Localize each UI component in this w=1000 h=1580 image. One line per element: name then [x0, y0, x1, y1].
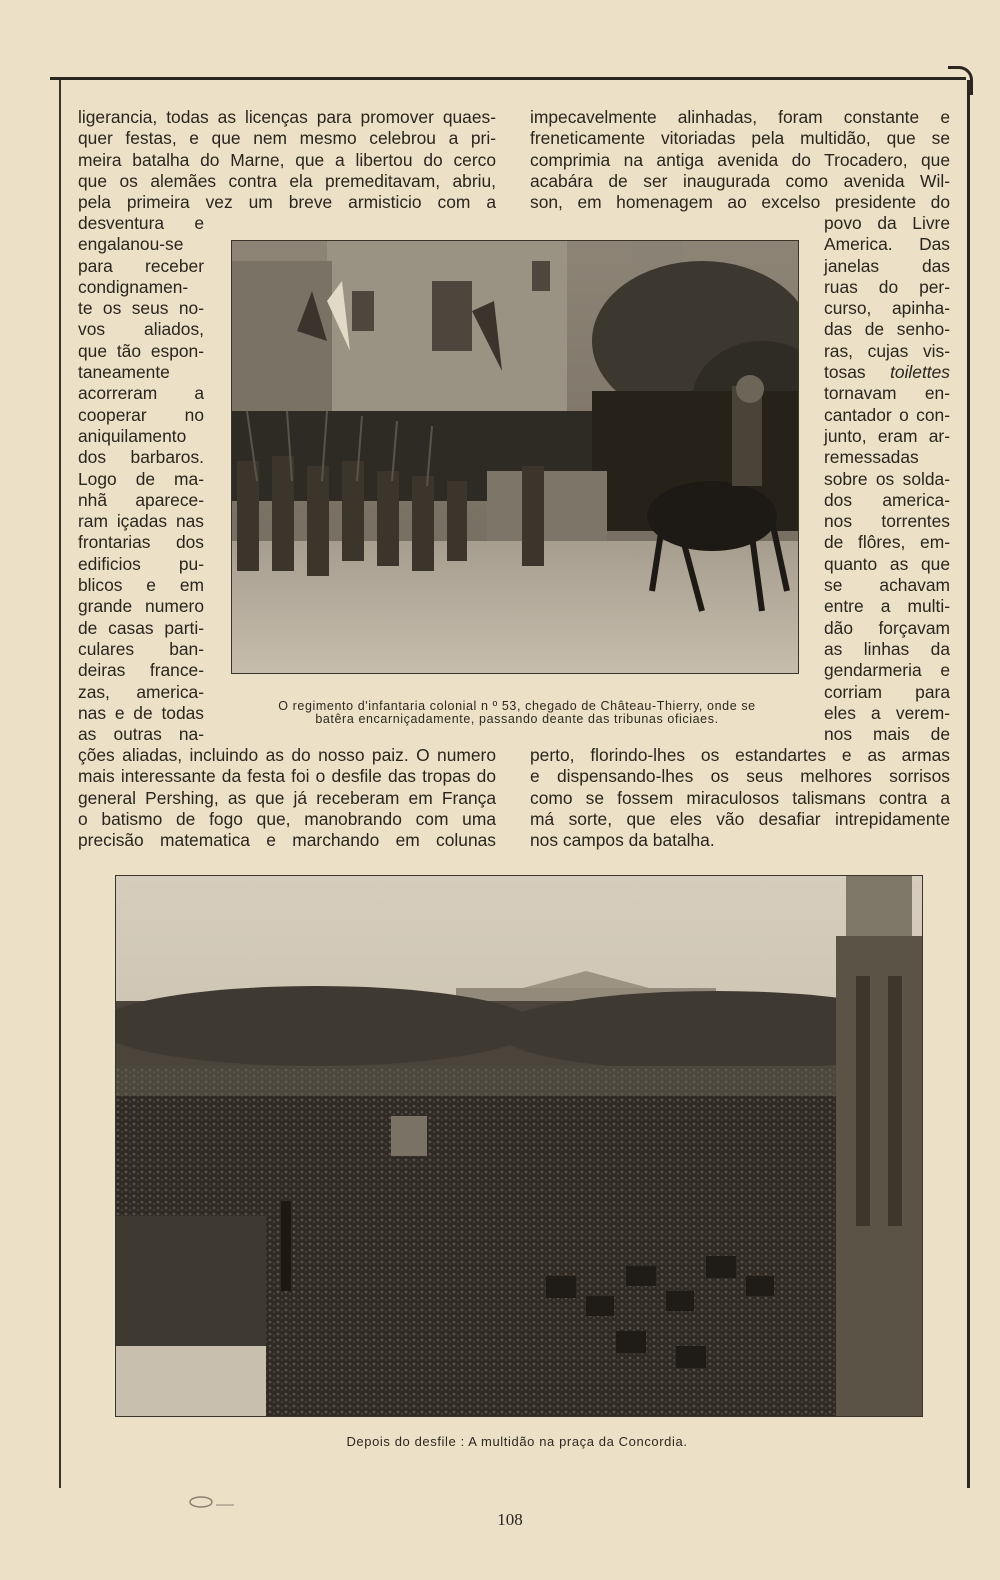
photo-regiment-parade-image [232, 241, 798, 673]
text-line: das de senho- [824, 319, 950, 340]
article-right-column-narrow [824, 213, 950, 745]
text-line: nos mais de [824, 724, 950, 745]
library-stamp-mark [186, 1493, 236, 1513]
page-frame-left-rule [59, 80, 61, 1488]
text-line: dão forçavam [824, 617, 950, 638]
text-line: o batismo de fogo que, manobrando com uma [78, 808, 496, 829]
text-line: precisão matematica e marchando em colunas [78, 830, 496, 851]
text-line: aniquilamento [78, 425, 187, 446]
text-line: nhã aparece- [78, 489, 204, 510]
text-line: sobre os solda- [824, 468, 950, 489]
article-left-column-bottom [78, 745, 496, 851]
text-line: vos aliados, [78, 319, 204, 340]
text-line: ligerancia, todas as licenças para promover quaes- [78, 107, 496, 127]
text-line: povo da Livre [824, 213, 950, 233]
text-line: nas e de todas [78, 702, 204, 723]
text-line: curso, apinha- [824, 298, 950, 319]
text-line: edificios pu- [78, 553, 204, 574]
text-line: nos campos da batalha. [530, 830, 715, 851]
text-line: as linhas da [824, 638, 950, 659]
page-frame-top-rule [50, 77, 966, 80]
text-line: eles a verem- [824, 702, 950, 723]
text-line: tornavam en- [824, 383, 950, 404]
text-line: entre a multi- [824, 596, 950, 617]
text-line: grande numero [78, 596, 204, 617]
text-line: se achavam [824, 575, 950, 596]
text-line: dos barbaros. [78, 447, 204, 468]
photo-concorde-crowd-image [116, 876, 922, 1416]
text-line: ram içadas nas [78, 511, 204, 532]
text-line: má sorte, que eles vão desafiar intrepidamente [530, 808, 950, 829]
page-frame-right-rule [967, 80, 970, 1488]
text-line: para receber [78, 255, 204, 276]
text-line: pela primeira vez um breve armisticio com a [78, 192, 496, 213]
text-line: tosas toilettes [824, 362, 950, 383]
text-line: como se fossem miraculosos talismans contra a [530, 787, 950, 808]
text-line: que tão espon- [78, 340, 204, 361]
text-line: acabára de ser inaugurada como avenida Wil- [530, 170, 950, 191]
photo-concorde-caption: Depois do desfile : A multidão na praça da Concordia. [346, 1434, 688, 1449]
text-line: que os alemães contra ela premeditavam, abriu, [78, 170, 496, 191]
text-line: taneamente [78, 362, 170, 383]
text-line: engalanou-se [78, 234, 184, 255]
text-line: te os seus no- [78, 298, 204, 319]
photo-regiment-parade [231, 240, 799, 674]
text-line: cooperar no [78, 404, 204, 425]
text-line: de flôres, em- [824, 532, 950, 553]
text-line: son, em homenagem ao excelso presidente do [530, 192, 950, 213]
text-line: freneticamente vitoriadas pela multidão, que se [530, 128, 950, 149]
text-line: zas, america- [78, 681, 204, 702]
text-line: mais interessante da festa foi o desfile das tropas do [78, 766, 496, 787]
article-left-column-top [78, 107, 496, 213]
text-line: gendarmeria e [824, 660, 950, 681]
text-line: meira batalha do Marne, que a libertou do cerco [78, 149, 496, 170]
text-line: ções aliadas, incluindo as do nosso paiz. O numero [78, 745, 496, 765]
text-line: culares ban- [78, 638, 204, 659]
text-line: deiras france- [78, 660, 204, 681]
italic-word: toilettes [890, 362, 950, 383]
text-line: acorreram a [78, 383, 204, 404]
text-line: America. Das [824, 234, 950, 255]
text-line: janelas das [824, 255, 950, 276]
text-line: as outras na- [78, 724, 204, 745]
photo-regiment-caption-line1: O regimento d'infantaria colonial n º 53, chegado de Château-Thierry, onde se [278, 699, 756, 713]
text-line: impecavelmente alinhadas, foram constante e [530, 107, 950, 127]
text-line: frontarias dos [78, 532, 204, 553]
text-line: cantador o con- [824, 404, 950, 425]
text-line: nos torrentes [824, 511, 950, 532]
article-right-column-bottom [530, 745, 950, 851]
text-line: Logo de ma- [78, 468, 204, 489]
text-line: blicos e em [78, 575, 204, 596]
photo-regiment-caption [222, 700, 812, 726]
text-line: comprimia na antiga avenida do Trocadero, que [530, 149, 950, 170]
text-line: remessadas [824, 447, 919, 468]
text-line: corriam para [824, 681, 950, 702]
text-line: desventura e [78, 213, 204, 233]
text-line: dos america- [824, 489, 950, 510]
text-line: general Pershing, as que já receberam em França [78, 787, 496, 808]
text-line: quer festas, e que nem mesmo celebrou a pri- [78, 128, 496, 149]
page-number: 108 [497, 1510, 523, 1529]
text-line: ruas do per- [824, 276, 950, 297]
article-right-column-top [530, 107, 950, 213]
photo-regiment-caption-line2: batêra encarniçadamente, passando deante das tribunas oficiaes. [315, 712, 719, 726]
text-line: condignamen- [78, 276, 189, 297]
text-line: perto, florindo-lhes os estandartes e as armas [530, 745, 950, 765]
text-line: de casas parti- [78, 617, 204, 638]
text-line: quanto as que [824, 553, 950, 574]
article-left-column-narrow [78, 213, 204, 745]
photo-concorde-crowd [115, 875, 923, 1417]
text-line: junto, eram ar- [824, 425, 950, 446]
text-line: e dispensando-lhes os seus melhores sorrisos [530, 766, 950, 787]
text-line: ras, cujas vis- [824, 340, 950, 361]
